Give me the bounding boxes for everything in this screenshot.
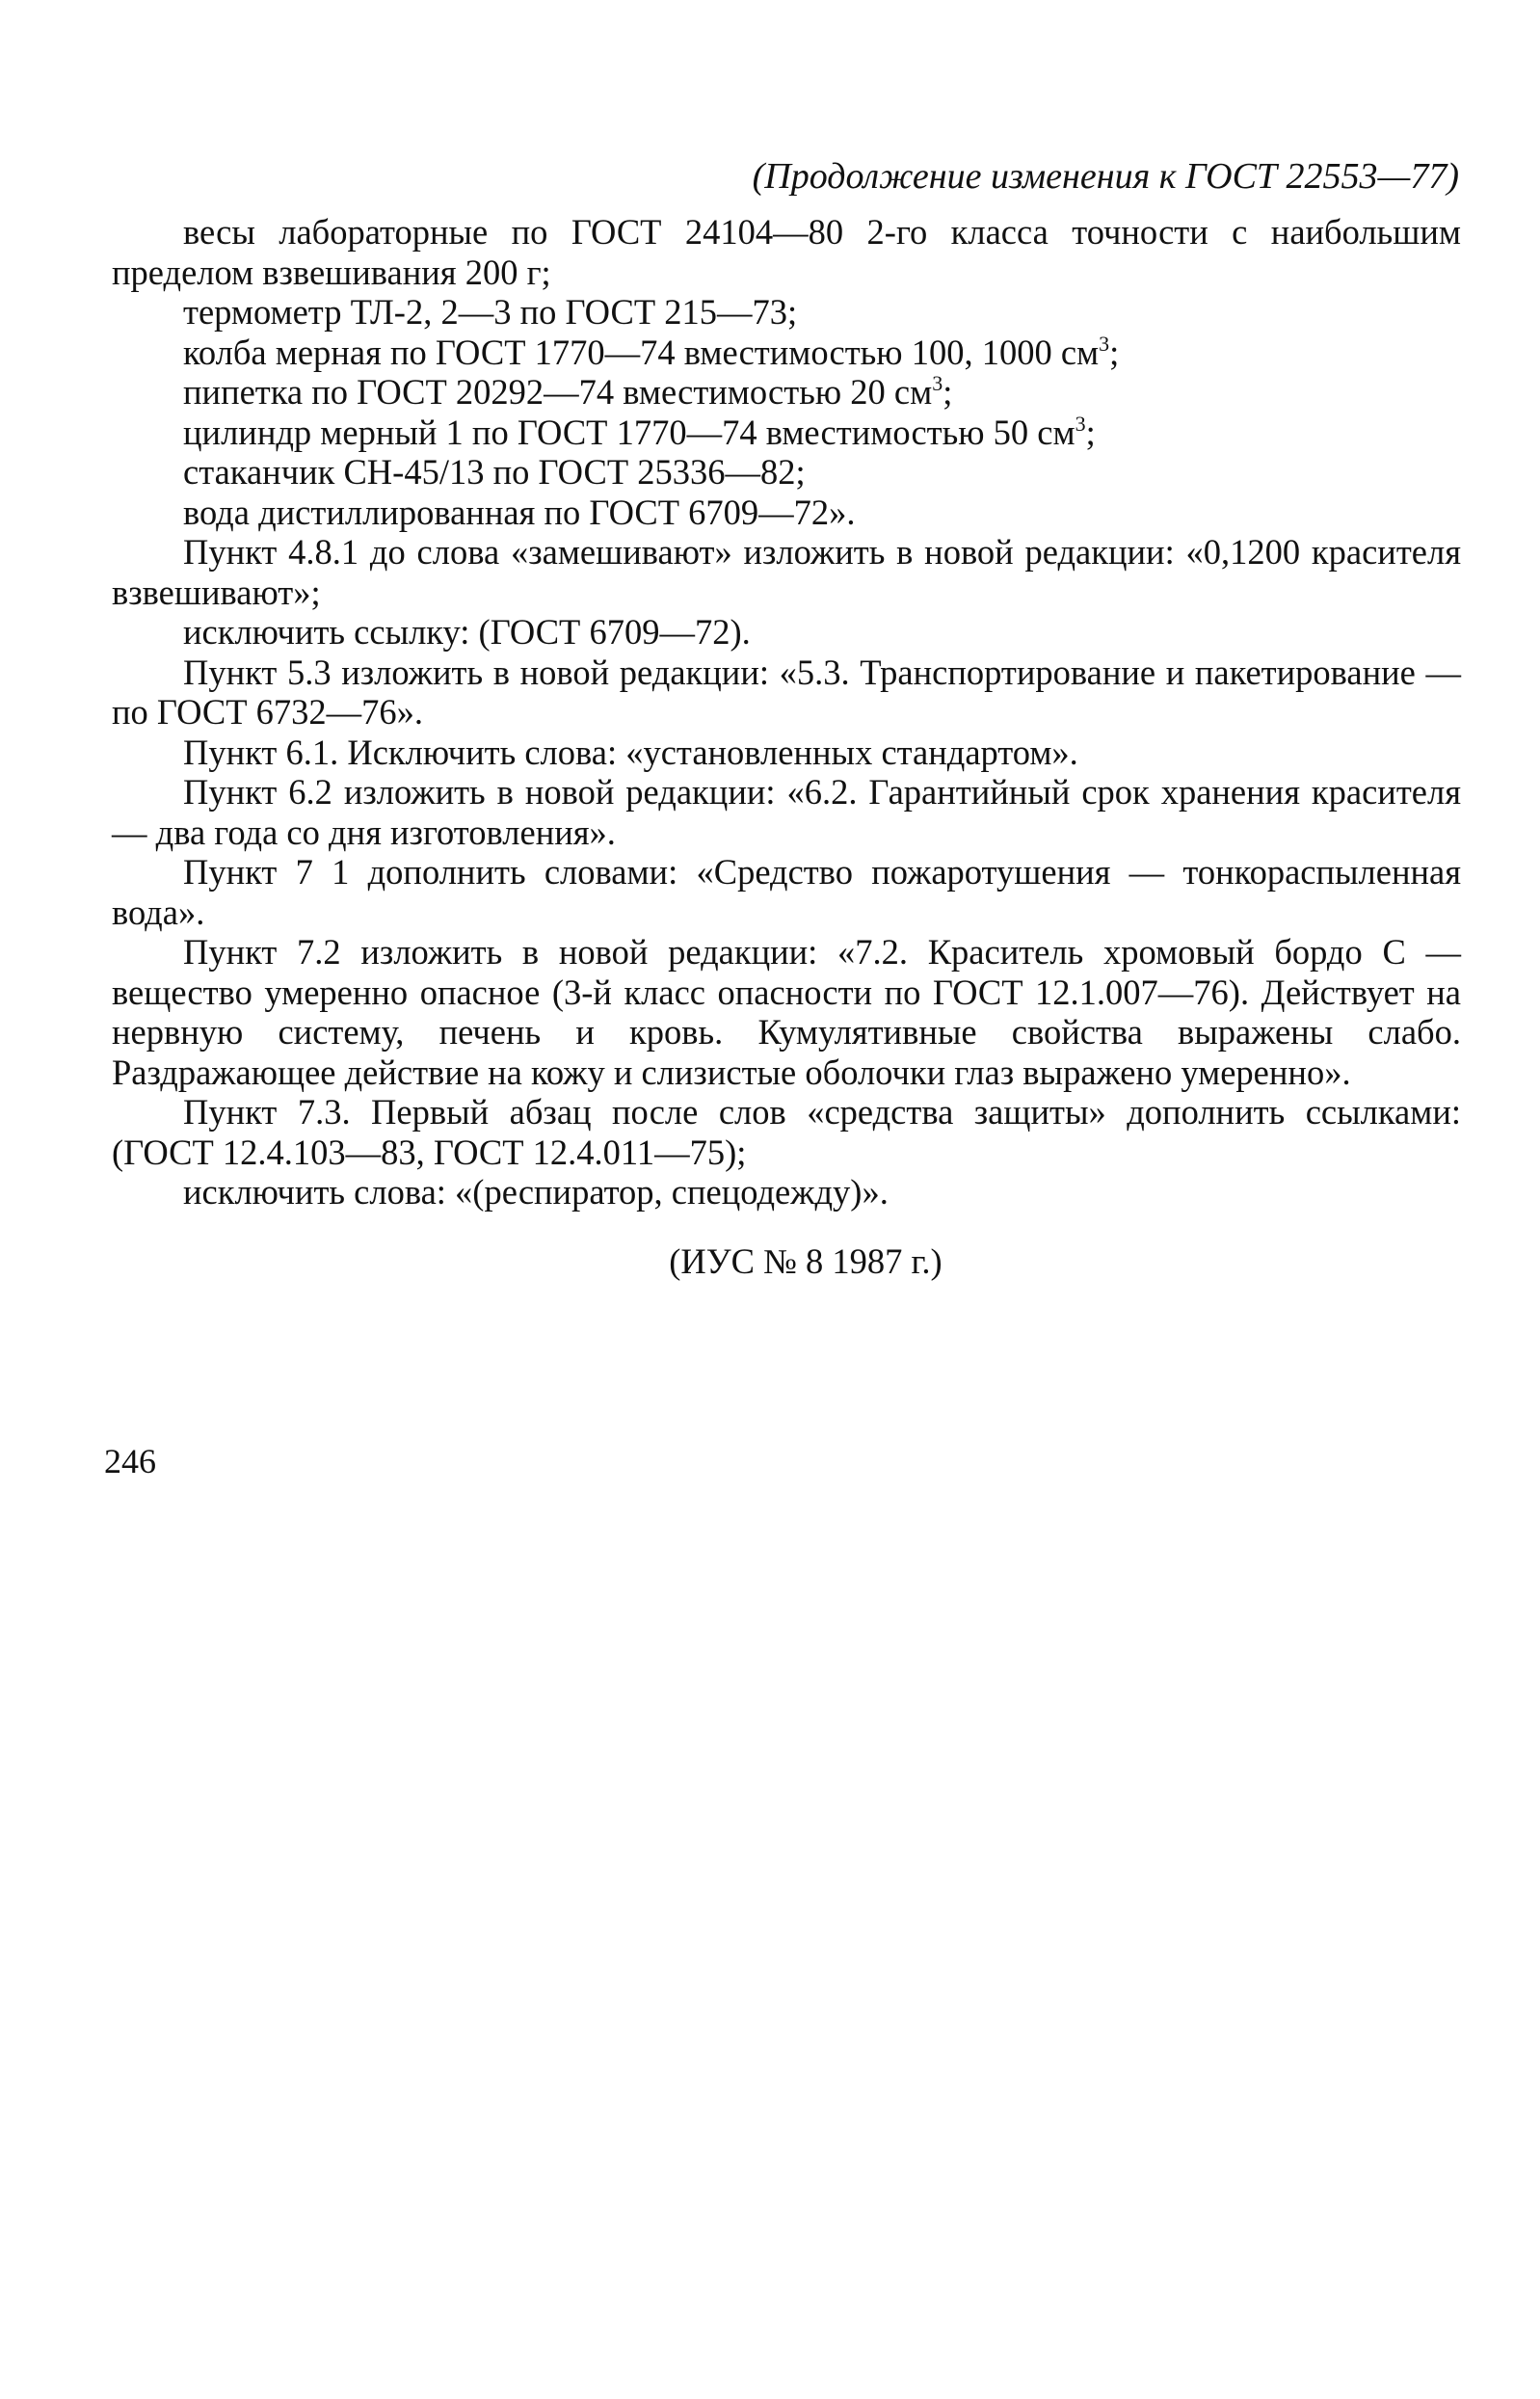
flask-text: колба мерная по ГОСТ 1770—74 вместимостью 100, 1000 см [183,332,1100,372]
pipette-unit-superscript: 3 [932,371,943,395]
cylinder-unit-superscript: 3 [1075,411,1086,436]
amendment-7-3: Пункт 7.3. Первый абзац после слов «средства защиты» дополнить ссылками: (ГОСТ 12.4.103—83, ГОСТ 12.4.011—75); [112,1092,1461,1172]
amendment-7-1: Пункт 7 1 дополнить словами: «Средство пожаротушения — тонкораспыленная вода». [112,852,1461,932]
document-page [112,154,1461,1317]
amendment-4-8-1: Пункт 4.8.1 до слова «замешивают» изложить в новой редакции: «0,1200 красителя взвешивают»; [112,532,1461,612]
equipment-thermometer: термометр ТЛ-2, 2—3 по ГОСТ 215—73; [183,292,798,332]
amendment-5-3: Пункт 5.3 изложить в новой редакции: «5.3. Транспортирование и пакетирование — по ГОСТ 6732—76». [112,652,1461,732]
amendment-6-1: Пункт 6.1. Исключить слова: «установленных стандартом». [183,732,1078,772]
amendment-6-2: Пункт 6.2 изложить в новой редакции: «6.2. Гарантийный срок хранения красителя — два года со дня изготовления». [112,772,1461,852]
flask-end: ; [1109,332,1120,372]
exclude-reference: исключить ссылку: (ГОСТ 6709—72). [183,612,751,652]
pipette-end: ; [943,372,953,412]
page-number: 246 [104,1442,156,1480]
equipment-beaker: стаканчик СН-45/13 по ГОСТ 25336—82; [183,452,806,492]
pipette-text: пипетка по ГОСТ 20292—74 вместимостью 20 см [183,372,933,412]
equipment-scales: весы лабораторные по ГОСТ 24104—80 2-го класса точности с наибольшим пределом взвешивания 200 г; [112,212,1461,292]
continuation-header: (Продолжение изменения к ГОСТ 22553—77) [752,156,1459,197]
exclude-words: исключить слова: «(респиратор, спецодежду)». [183,1172,889,1212]
equipment-flask [112,333,1461,373]
equipment-water: вода дистиллированная по ГОСТ 6709—72». [183,492,856,532]
amendment-7-2: Пункт 7.2 изложить в новой редакции: «7.2. Краситель хромовый бордо С — вещество умеренно опасное (3-й класс опасности по ГОСТ 12.1.007—76). Действует на нервную систему, печень и кровь. Кумулятивные свойства выражены слабо. Раздражающее действие на кожу и слизистые оболочки глаз выражено умеренно». [112,932,1461,1092]
cylinder-text: цилиндр мерный 1 по ГОСТ 1770—74 вместимостью 50 см [183,412,1075,452]
flask-unit-superscript: 3 [1099,331,1110,356]
equipment-pipette [112,372,1461,413]
equipment-cylinder [112,413,1461,453]
cylinder-end: ; [1085,412,1096,452]
source-reference: (ИУС № 8 1987 г.) [669,1240,943,1281]
